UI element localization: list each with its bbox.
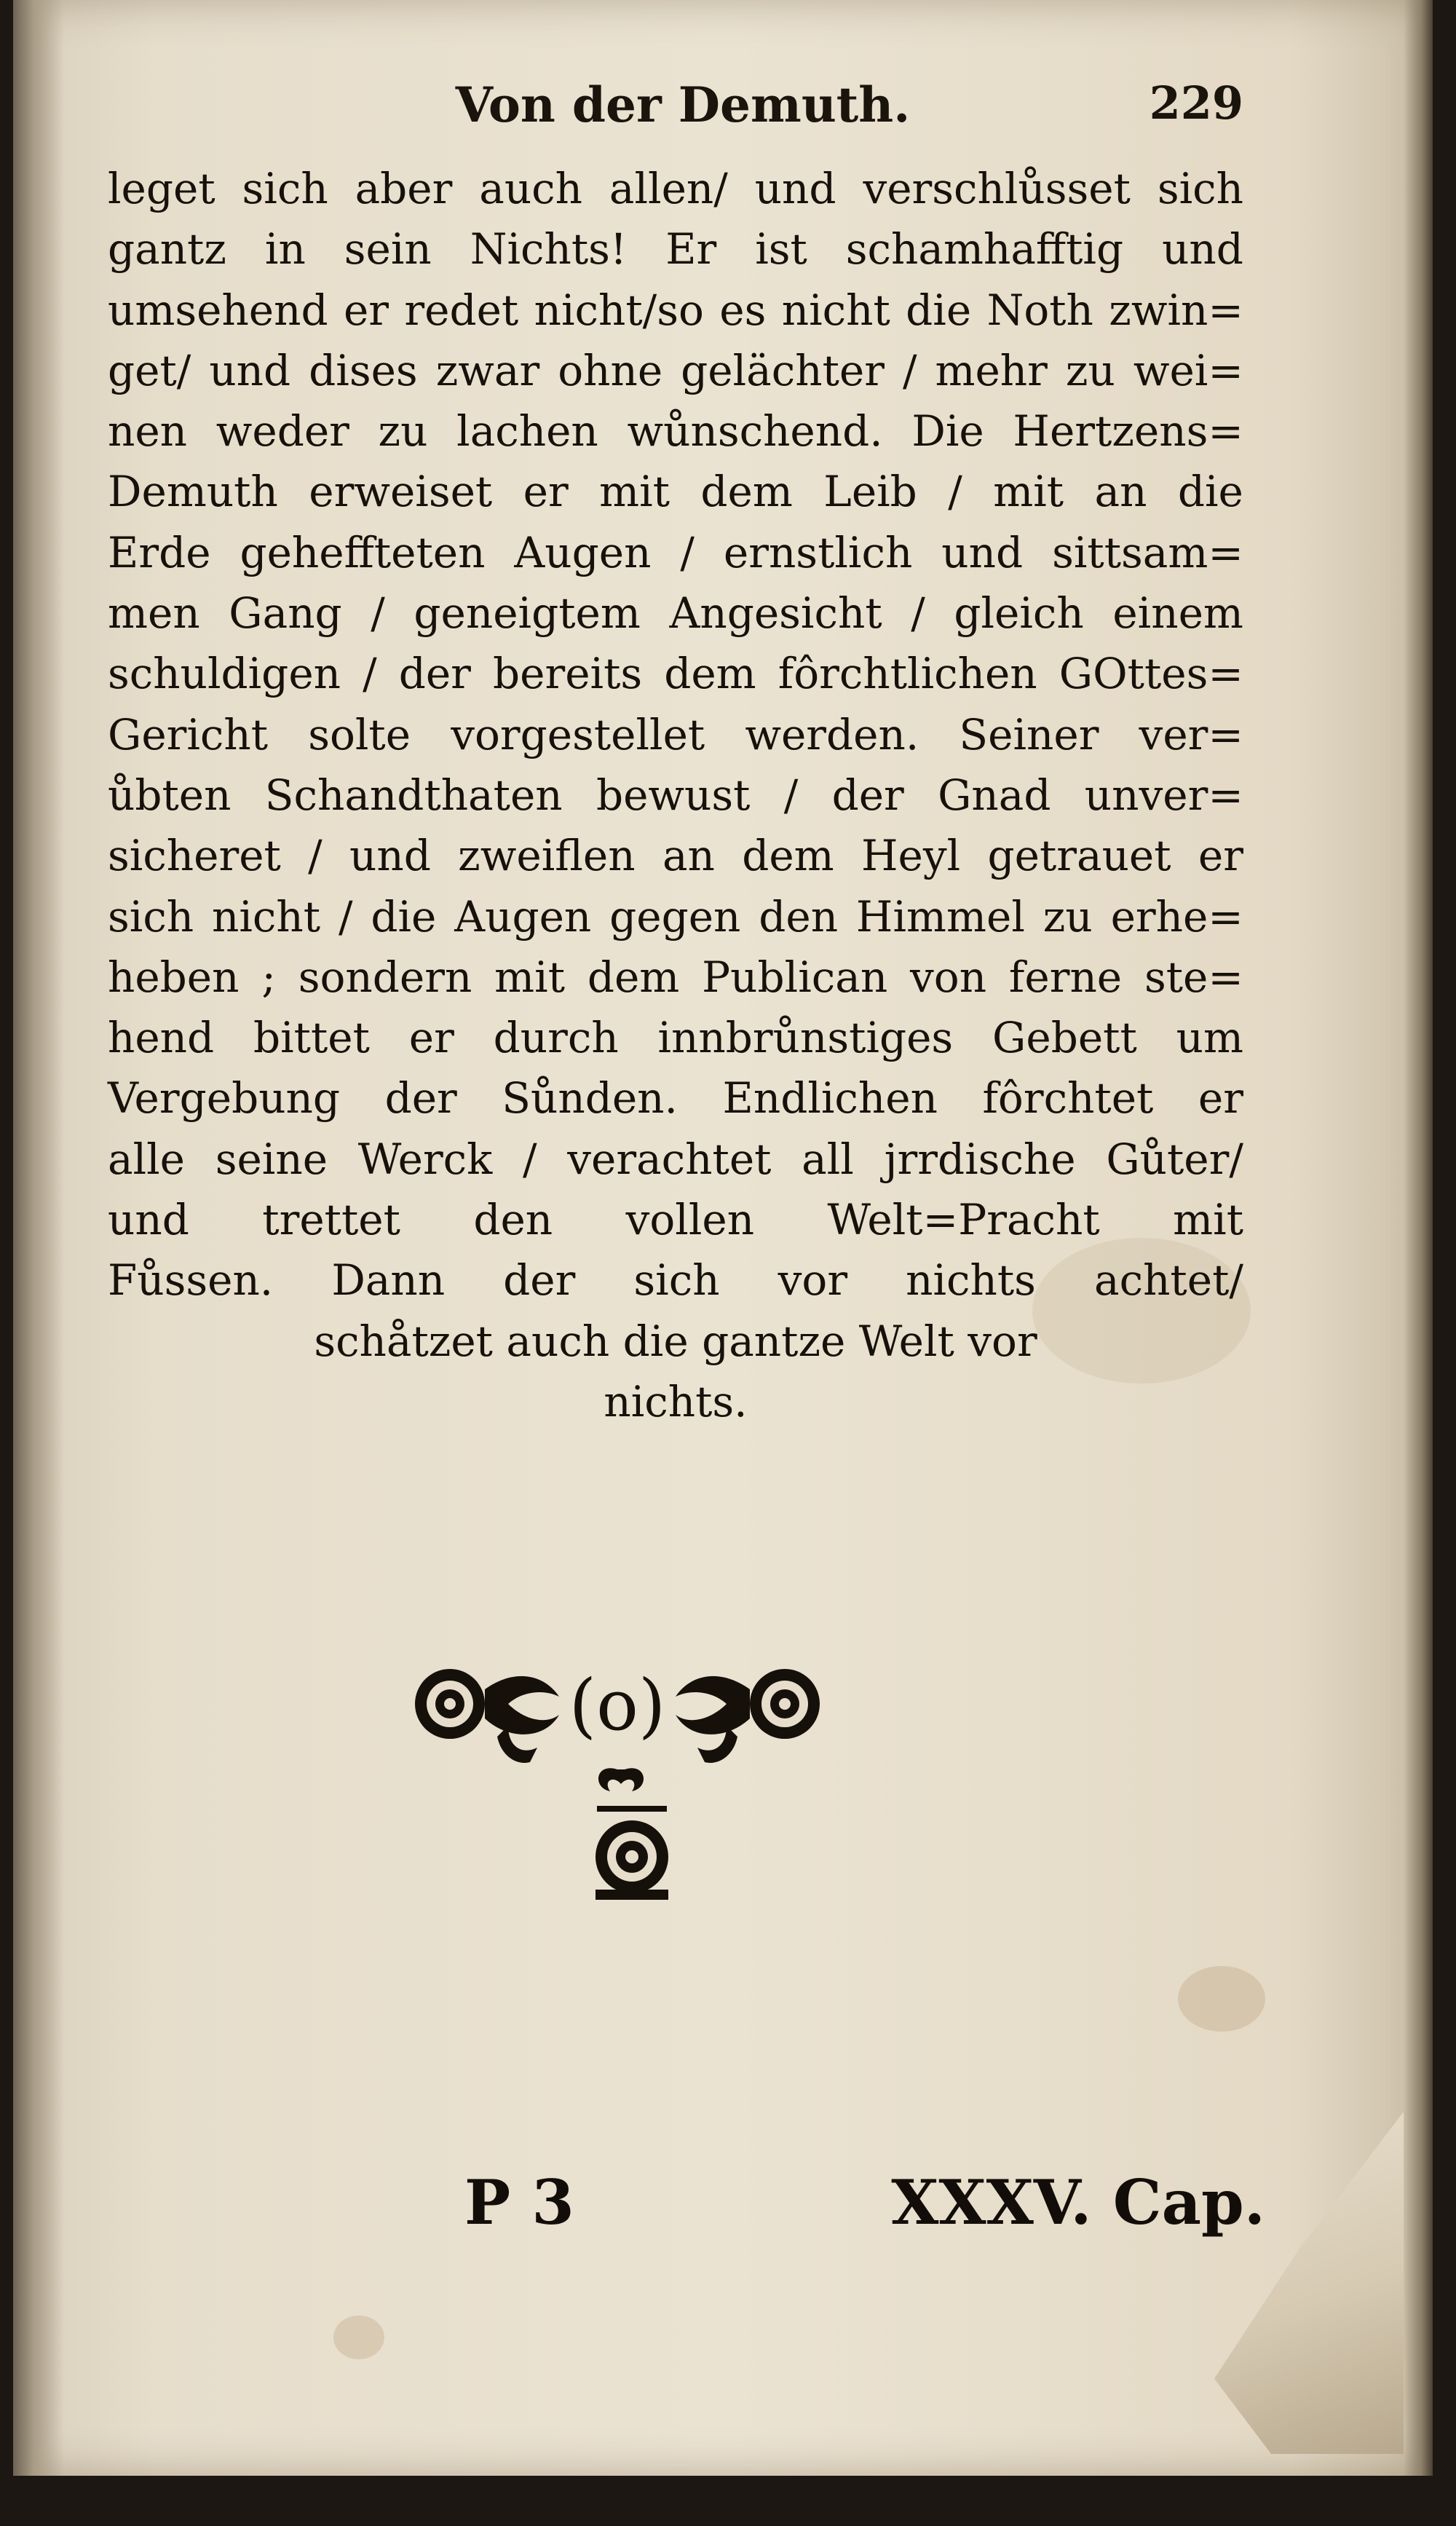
text-line: Vergebung der Sůnden. Endlichen fôrchtet er <box>108 1073 1243 1124</box>
running-title: Von der Demuth. <box>455 76 911 133</box>
text-line: gantz in sein Nichts! Er ist schamhafftig und <box>108 224 1243 275</box>
text-line: leget sich aber auch allen/ und verschlůsset sich <box>108 164 1243 213</box>
text-line: sicheret / und zweiflen an dem Heyl getrauet er <box>108 831 1243 881</box>
paper-stain <box>333 2316 384 2359</box>
text-line: ůbten Schandthaten bewust / der Gnad unver= <box>108 770 1243 820</box>
catchword: XXXV. Cap. <box>891 2166 1265 2238</box>
text-line: schuldigen / der bereits dem fôrchtlichen GOttes= <box>108 649 1243 699</box>
text-line: umsehend er redet nicht/so es nicht die Noth zwin= <box>108 285 1243 335</box>
book-page <box>13 0 1433 2476</box>
floral-ornament-icon <box>399 1646 909 1922</box>
paper-stain <box>1178 1966 1265 2032</box>
text-line: und trettet den vollen Welt=Pracht mit <box>108 1195 1243 1245</box>
text-line: Demuth erweiset er mit dem Leib / mit an die <box>108 467 1243 517</box>
page-header <box>108 76 1243 157</box>
text-line-tail: nichts. <box>604 1376 748 1426</box>
page-gutter <box>13 0 64 2476</box>
text-line: nen weder zu lachen wůnschend. Die Hertzens= <box>108 406 1243 457</box>
text-line: hend bittet er durch innbrůnstiges Gebett um <box>108 1013 1243 1063</box>
text-line: Gericht solte vorgestellet werden. Seiner ver= <box>108 709 1243 759</box>
body-text <box>108 159 1243 1432</box>
text-line: men Gang / geneigtem Angesicht / gleich einem <box>108 588 1243 639</box>
tailpiece-ornament <box>399 1646 909 1922</box>
page-footer <box>464 2166 1265 2254</box>
page-edge <box>1404 0 1433 2476</box>
text-line: Fůssen. Dann der sich vor nichts achtet/ <box>108 1255 1243 1306</box>
text-line-tail: schåtzet auch die gantze Welt vor <box>314 1316 1037 1366</box>
text-line: Erde geheffteten Augen / ernstlich und sittsam= <box>108 527 1243 577</box>
text-line: get/ und dises zwar ohne gelächter / mehr zu wei= <box>108 345 1243 395</box>
signature-mark: P 3 <box>464 2166 574 2238</box>
text-line: sich nicht / die Augen gegen den Himmel zu erhe= <box>108 891 1243 942</box>
ornament-center-text: (o) <box>569 1665 666 1746</box>
page-corner-curl <box>1214 2112 1404 2454</box>
text-line: heben ; sondern mit dem Publican von ferne ste= <box>108 952 1243 1002</box>
page-number: 229 <box>1149 76 1243 130</box>
text-line: alle seine Werck / verachtet all jrrdische Gůter/ <box>108 1134 1243 1184</box>
